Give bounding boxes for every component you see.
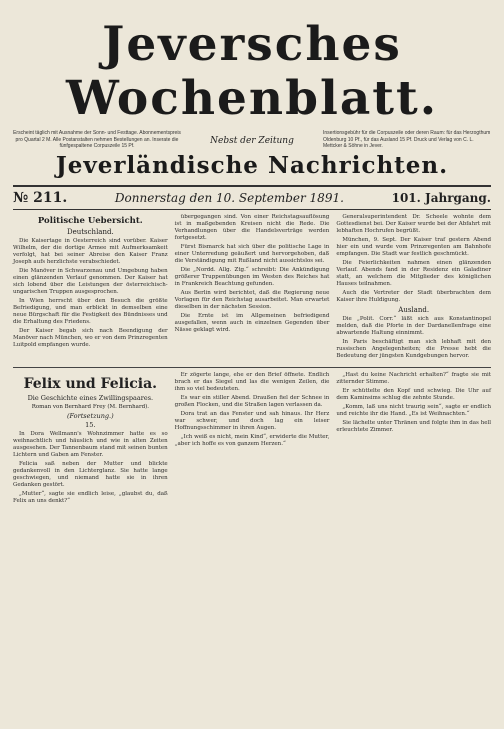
upper-columns — [13, 214, 491, 362]
paragraph: Fürst Bismarck hat sich über die politische Lage in einer Unterredung geäußert und hervorgehoben, daß die Verständigung mit Rußland nicht aussichtslos sei. — [174, 243, 330, 264]
paragraph: Dora trat an das Fenster und sah hinaus. Ihr Herz war schwer, und doch lag ein leiser Hoffnungsschimmer in ihren Augen. — [174, 410, 330, 431]
paragraph: Er schüttelte den Kopf und schwieg. Die Uhr auf dem Kaminsims schlug die zehnte Stunde. — [336, 387, 492, 401]
paragraph: „Hast du keine Nachricht erhalten?“ fragte sie mit zitternder Stimme. — [336, 371, 492, 385]
paragraph: Felicia saß neben der Mutter und blickte gedankenvoll in den Lichterglanz. Sie hatte lange geschwiegen, und niemand hatte sie in ihren Gedanken gestört. — [13, 460, 168, 488]
paragraph: „Komm, laß uns nicht traurig sein“, sagte er endlich und reichte ihr die Hand. „Es ist Weihnachten.“ — [336, 403, 492, 417]
paragraph: Auch die Vertreter der Stadt überbrachten dem Kaiser ihre Huldigung. — [336, 289, 492, 303]
column-1-subheading: Deutschland. — [66, 227, 114, 236]
feuilleton-column — [13, 372, 168, 507]
column-3-lower-text — [336, 372, 491, 434]
masthead-right-info: Insertionsgebühr für die Corpuszeile oder deren Raum: für das Herzogthum Oldenburg 10 Pf., für das Ausland 15 Pf. Druck und Verlag von C. L. Mettcker & Söhne in Jever. — [323, 130, 491, 149]
masthead-info-row — [13, 130, 491, 150]
paragraph: Sie lächelte unter Thränen und folgte ihm in das hell erleuchtete Zimmer. — [336, 419, 492, 433]
dateline — [13, 185, 491, 210]
column-2-lower-text — [175, 372, 330, 448]
paragraph: In Dora Wellmann's Wohnzimmer hatte es so weihnachtlich und häuslich und wie in alten Zeiten ausgesehen. Der Tannenbaum stand mit seinen bunten Lichtern und Gaben am Fenster. — [13, 430, 168, 458]
column-1 — [13, 214, 168, 362]
column-2-lower — [175, 372, 330, 507]
feuilleton-author: Roman von Bernhard Frey (M. Bernhard). — [31, 403, 149, 410]
paragraph: Es war ein stiller Abend. Draußen fiel der Schnee in großen Flocken, und die Straßen lagen verlassen da. — [174, 394, 330, 408]
paragraph: „Mutter“, sagte sie endlich leise, „glaubst du, daß Felix an uns denkt?“ — [13, 490, 168, 504]
column-3 — [336, 214, 491, 362]
paragraph: Die „Polit. Corr.“ läßt sich aus Konstantinopel melden, daß die Pforte in der Dardanellenfrage eine abwartende Haltung einnimmt. — [336, 315, 492, 336]
column-3-lower — [336, 372, 491, 507]
paragraph: Die Ernte ist im Allgemeinen befriedigend ausgefallen, wenn auch in einzelnen Gegenden über Nässe geklagt wird. — [174, 312, 330, 333]
paragraph: In Wien herrscht über den Besuch die größte Befriedigung, und man erblickt in demselben eine neue Bürgschaft für die Festigkeit des Bündnisses und die Erhaltung des Friedens. — [13, 297, 168, 325]
issue-year: 101. Jahrgang. — [391, 190, 491, 205]
masthead-center-info: Nebst der Zeitung — [210, 136, 294, 146]
paragraph: Generalsuperintendent Dr. Scheele wohnte dem Gottesdienst bei. Der Kaiser wurde bei der Abfahrt mit lebhaften Hochrufen begrüßt. — [336, 213, 492, 234]
newspaper-subtitle: Jeverländische Nachrichten. — [55, 151, 449, 179]
paragraph: „Ich weiß es nicht, mein Kind“, erwiderte die Mutter, „aber ich hoffe es von ganzem Herzen.“ — [174, 433, 330, 447]
paragraph: Der Kaiser begab sich nach Beendigung der Manöver nach München, wo er von dem Prinzregenten Luitpold empfangen wurde. — [13, 327, 168, 348]
lower-columns — [13, 372, 491, 507]
feuilleton-divider — [13, 367, 491, 368]
ausland-text — [336, 316, 491, 360]
column-2 — [175, 214, 330, 362]
column-1-heading: Politische Uebersicht. — [37, 215, 143, 226]
ausland-heading: Ausland. — [398, 305, 430, 314]
column-1-text — [13, 238, 168, 349]
paragraph: übergegangen sind. Von einer Reichstagsauflösung ist in maßgebenden Kreisen nicht die Rede. Die Verhandlungen über die Handelsverträge werden fortgesetzt. — [174, 213, 330, 241]
masthead — [13, 18, 491, 179]
newspaper-title: Jeversches Wochenblatt. — [65, 17, 439, 126]
column-2-text — [175, 214, 330, 334]
paragraph: Die Feierlichkeiten nahmen einen glänzenden Verlauf. Abends fand in der Residenz ein Galadiner statt, an welchem die Mitglieder des königlichen Hauses teilnahmen. — [336, 259, 492, 287]
feuilleton-subtitle: Die Geschichte eines Zwillingspaares. — [27, 393, 154, 402]
paragraph: Er zögerte lange, ehe er den Brief öffnete. Endlich brach er das Siegel und las die wenigen Zeilen, die ihm so viel bedeuteten. — [174, 371, 330, 392]
paragraph: Die Manöver in Schwarzenau und Umgebung haben einen glänzenden Verlauf genommen. Der Kaiser hat sich lobend über die Leistungen der österreichisch-ungarischen Truppen ausgesprochen. — [13, 267, 168, 295]
issue-date: Donnerstag den 10. September 1891. — [114, 190, 344, 205]
column-3-text — [336, 214, 491, 304]
paragraph: München, 9. Sept. Der Kaiser traf gestern Abend hier ein und wurde vom Prinzregenten am Bahnhofe empfangen. Die Stadt war festlich geschmückt. — [336, 236, 492, 257]
feuilleton-continuation: (Fortsetzung.) — [66, 411, 114, 420]
paragraph: Die Kaisertage in Oesterreich sind vorüber. Kaiser Wilhelm, der die dortige Armee mit Aufmerksamkeit verfolgt, hat bei seiner Abreise den Kaiser Franz Joseph aufs herzlichste verabschiedet. — [13, 237, 168, 265]
issue-number: № 211. — [13, 189, 68, 206]
masthead-left-info: Erscheint täglich mit Ausnahme der Sonn- und Festtage. Abonnementspreis pro Quartal 2 M. Alle Postanstalten nehmen Bestellungen an. Inserate die fünfgespaltene Corpuszeile 15 Pf. — [13, 130, 181, 149]
feuilleton-title: Felix und Felicia. — [23, 375, 158, 392]
paragraph: Aus Berlin wird berichtet, daß die Regierung neue Vorlagen für den Reichstag ausarbeitet. Man erwartet dieselben in der nächsten Session. — [174, 289, 330, 310]
feuilleton-text — [13, 431, 168, 505]
feuilleton-chapter: 15. — [85, 420, 96, 429]
paragraph: Die „Nordd. Allg. Ztg.“ schreibt: Die Ankündigung größerer Truppenübungen im Westen des Reiches hat in Frankreich Beachtung gefunden. — [174, 266, 330, 287]
paragraph: In Paris beschäftigt man sich lebhaft mit den russischen Angelegenheiten; die Presse hebt die Bedeutung der jüngsten Kundgebungen hervor. — [336, 338, 492, 359]
